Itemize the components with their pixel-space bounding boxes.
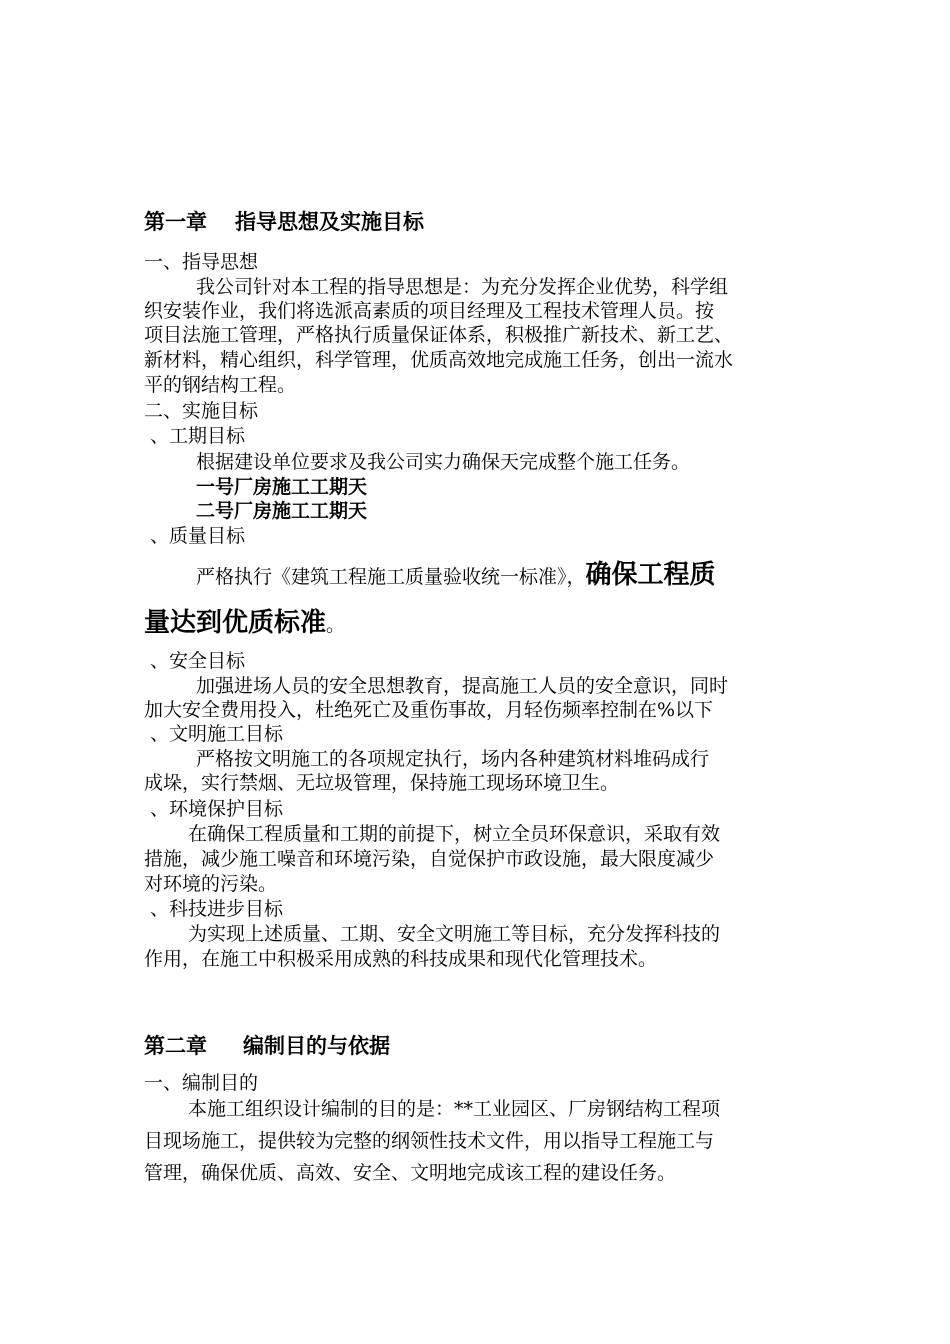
chapter2-number: 第二章 — [144, 1034, 207, 1058]
section-guiding-ideas-title: 一、指导思想 — [144, 251, 259, 273]
schedule-plant-2: 二号厂房施工工期天 — [196, 500, 368, 522]
purpose-line: 管理，确保优质、高效、安全、文明地完成该工程的建设任务。 — [144, 1162, 677, 1184]
purpose-line: 本施工组织设计编制的目的是：**工业园区、厂房钢结构工程项 — [188, 1098, 721, 1120]
guiding-ideas-line: 我公司针对本工程的指导思想是：为充分发挥企业优势，科学组 — [196, 276, 729, 298]
quality-target-title: 、质量目标 — [150, 525, 246, 547]
chapter2-heading — [144, 1032, 390, 1060]
safety-target-line: 加强进场人员的安全思想教育，提高施工人员的安全意识，同时 — [196, 675, 729, 697]
quality-target-line2 — [144, 606, 345, 640]
chapter1-title: 指导思想及实施目标 — [235, 210, 424, 234]
schedule-target-body: 根据建设单位要求及我公司实力确保天完成整个施工任务。 — [196, 451, 691, 473]
tech-target-line: 作用，在施工中积极采用成熟的科技成果和现代化管理技术。 — [144, 948, 658, 970]
civil-target-line: 成垛，实行禁烟、无垃圾管理，保持施工现场环境卫生。 — [144, 772, 620, 794]
schedule-target-title: 、工期目标 — [150, 425, 246, 447]
env-target-line: 对环境的污染。 — [144, 873, 278, 895]
tech-target-title: 、科技进步目标 — [150, 898, 284, 920]
chapter1-heading — [144, 208, 424, 236]
env-target-title: 、环境保护目标 — [150, 798, 284, 820]
section-purpose-title: 一、编制目的 — [144, 1072, 259, 1094]
civil-target-line: 严格按文明施工的各项规定执行，场内各种建筑材料堆码成行 — [196, 748, 710, 770]
quality-emphasis-1: 确保工程质 — [585, 560, 716, 590]
safety-target-title: 、安全目标 — [150, 650, 246, 672]
purpose-line: 目现场施工，提供较为完整的纲领性技术文件，用以指导工程施工与 — [144, 1130, 715, 1152]
quality-emphasis-2: 量达到优质标准 — [144, 608, 327, 638]
quality-standard-text: 严格执行《建筑工程施工质量验收统一标准》， — [196, 566, 586, 588]
guiding-ideas-line: 平的钢结构工程。 — [144, 374, 297, 396]
safety-target-line: 加大安全费用投入，杜绝死亡及重伤事故，月轻伤频率控制在%以下 — [144, 699, 714, 721]
tech-target-line: 为实现上述质量、工期、安全文明施工等目标，充分发挥科技的 — [188, 923, 721, 945]
quality-end-punct: 。 — [326, 614, 346, 636]
chapter2-title: 编制目的与依据 — [243, 1034, 390, 1058]
guiding-ideas-line: 新材料，精心组织，科学管理，优质高效地完成施工任务，创出一流水 — [144, 349, 734, 371]
civil-target-title: 、文明施工目标 — [150, 723, 284, 745]
section-targets-title: 二、实施目标 — [144, 400, 259, 422]
env-target-line: 措施，减少施工噪音和环境污染，自觉保护市政设施，最大限度减少 — [144, 848, 715, 870]
chapter1-number: 第一章 — [144, 210, 207, 234]
quality-target-line1 — [196, 558, 716, 592]
guiding-ideas-line: 织安装作业，我们将选派高素质的项目经理及工程技术管理人员。按 — [144, 300, 715, 322]
guiding-ideas-line: 项目法施工管理，严格执行质量保证体系，积极推广新技术、新工艺、 — [144, 324, 734, 346]
env-target-line: 在确保工程质量和工期的前提下，树立全员环保意识，采取有效 — [188, 823, 721, 845]
schedule-plant-1: 一号厂房施工工期天 — [196, 476, 368, 498]
